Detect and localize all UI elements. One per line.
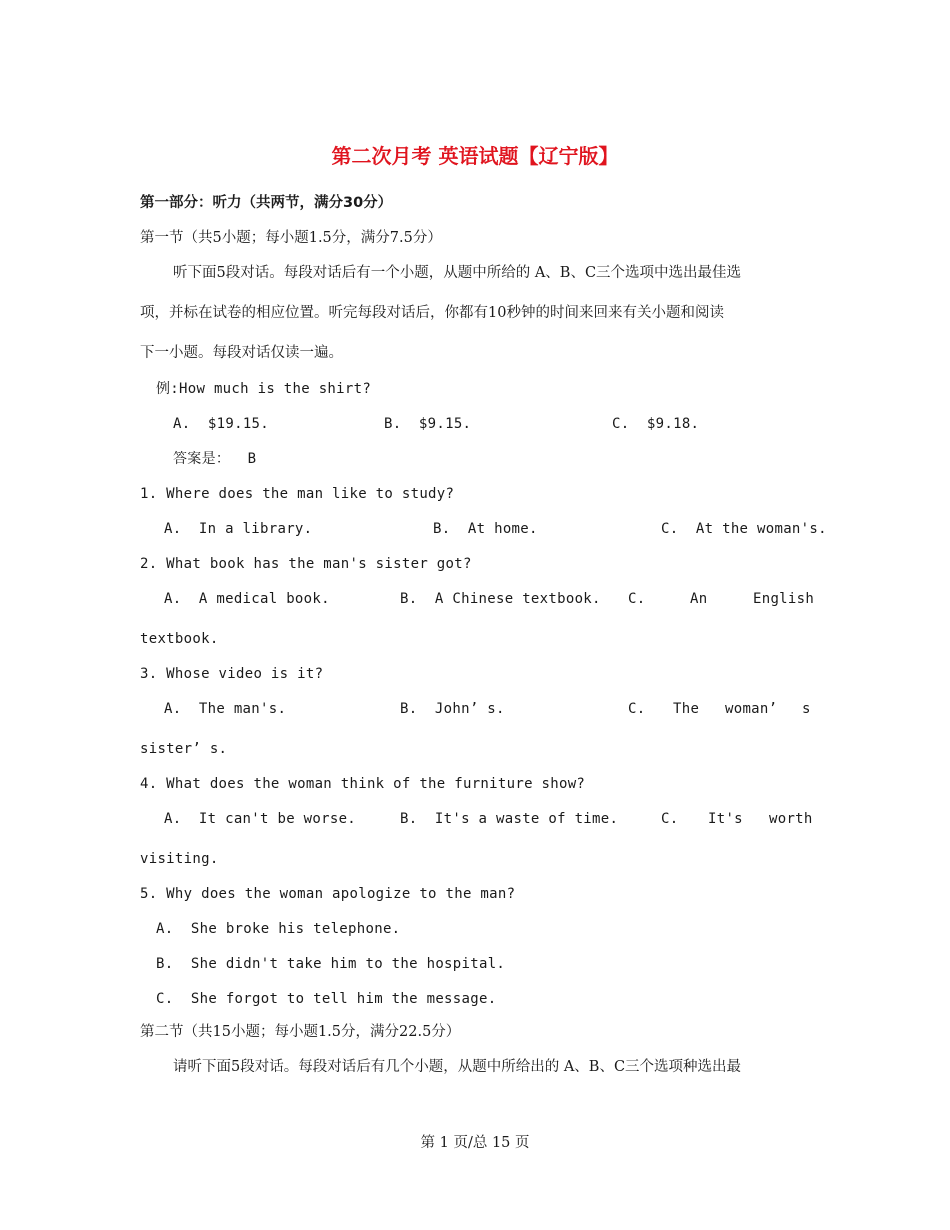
question-1-option-a: A. In a library. bbox=[164, 521, 313, 537]
question-5-option-c: C. She forgot to tell him the message. bbox=[156, 991, 497, 1007]
question-1-option-c: C. At the woman's. bbox=[661, 521, 827, 537]
question-3-option-b: B. John’ s. bbox=[400, 701, 505, 717]
question-5-option-a: A. She broke his telephone. bbox=[156, 921, 401, 937]
section1-instruction-line2: 项，并标在试卷的相应位置。听完每段对话后，你都有10秒钟的时间来回来有关小题和阅读 bbox=[140, 305, 724, 321]
question-2: 2. What book has the man's sister got? bbox=[140, 556, 472, 572]
question-5-option-b: B. She didn't take him to the hospital. bbox=[156, 956, 506, 972]
page-footer: 第 1 页/总 15 页 bbox=[420, 1135, 530, 1151]
question-3-option-c-word: woman’ bbox=[725, 701, 778, 717]
question-3-option-c-wrap: sister’ s. bbox=[140, 741, 228, 757]
question-2-option-c-letter: C. bbox=[628, 591, 646, 607]
question-3-option-c-letter: C. bbox=[628, 701, 646, 717]
page-title: 第二次月考 英语试题【辽宁版】 bbox=[331, 144, 619, 168]
question-2-option-c-word: An bbox=[690, 591, 708, 607]
question-2-option-b: B. A Chinese textbook. bbox=[400, 591, 601, 607]
section2-heading: 第二节（共15小题；每小题1.5分，满分22.5分） bbox=[140, 1024, 461, 1040]
question-3-option-a: A. The man's. bbox=[164, 701, 287, 717]
example-question: 例:How much is the shirt? bbox=[156, 381, 372, 397]
question-1-option-b: B. At home. bbox=[433, 521, 538, 537]
question-4: 4. What does the woman think of the furniture show? bbox=[140, 776, 586, 792]
section2-instruction-line1: 请听下面5段对话。每段对话后有几个小题，从题中所给出的 A、B、C三个选项种选出最 bbox=[173, 1059, 742, 1075]
question-4-option-b: B. It's a waste of time. bbox=[400, 811, 619, 827]
question-4-option-c-word: worth bbox=[769, 811, 813, 827]
question-4-option-c-wrap: visiting. bbox=[140, 851, 219, 867]
question-4-option-a: A. It can't be worse. bbox=[164, 811, 357, 827]
question-3-option-c-word: The bbox=[673, 701, 700, 717]
part1-heading: 第一部分：听力（共两节，满分30分） bbox=[140, 195, 393, 211]
question-2-option-c-wrap: textbook. bbox=[140, 631, 219, 647]
question-1: 1. Where does the man like to study? bbox=[140, 486, 455, 502]
section1-instruction-line1: 听下面5段对话。每段对话后有一个小题，从题中所给的 A、B、C三个选项中选出最佳选 bbox=[173, 265, 742, 281]
section1-heading: 第一节（共5小题；每小题1.5分，满分7.5分） bbox=[140, 230, 442, 246]
question-3: 3. Whose video is it? bbox=[140, 666, 324, 682]
example-option-b: B. $9.15. bbox=[384, 416, 472, 432]
question-4-option-c-word: It's bbox=[708, 811, 743, 827]
section1-instruction-line3: 下一小题。每段对话仅读一遍。 bbox=[140, 345, 343, 361]
question-2-option-c-word: English bbox=[753, 591, 815, 607]
example-option-c: C. $9.18. bbox=[612, 416, 700, 432]
question-4-option-c-letter: C. bbox=[661, 811, 679, 827]
question-5: 5. Why does the woman apologize to the man? bbox=[140, 886, 516, 902]
example-option-a: A. $19.15. bbox=[173, 416, 270, 432]
question-3-option-c-word: s bbox=[802, 701, 811, 717]
question-2-option-a: A. A medical book. bbox=[164, 591, 330, 607]
example-answer: 答案是： B bbox=[173, 451, 257, 467]
